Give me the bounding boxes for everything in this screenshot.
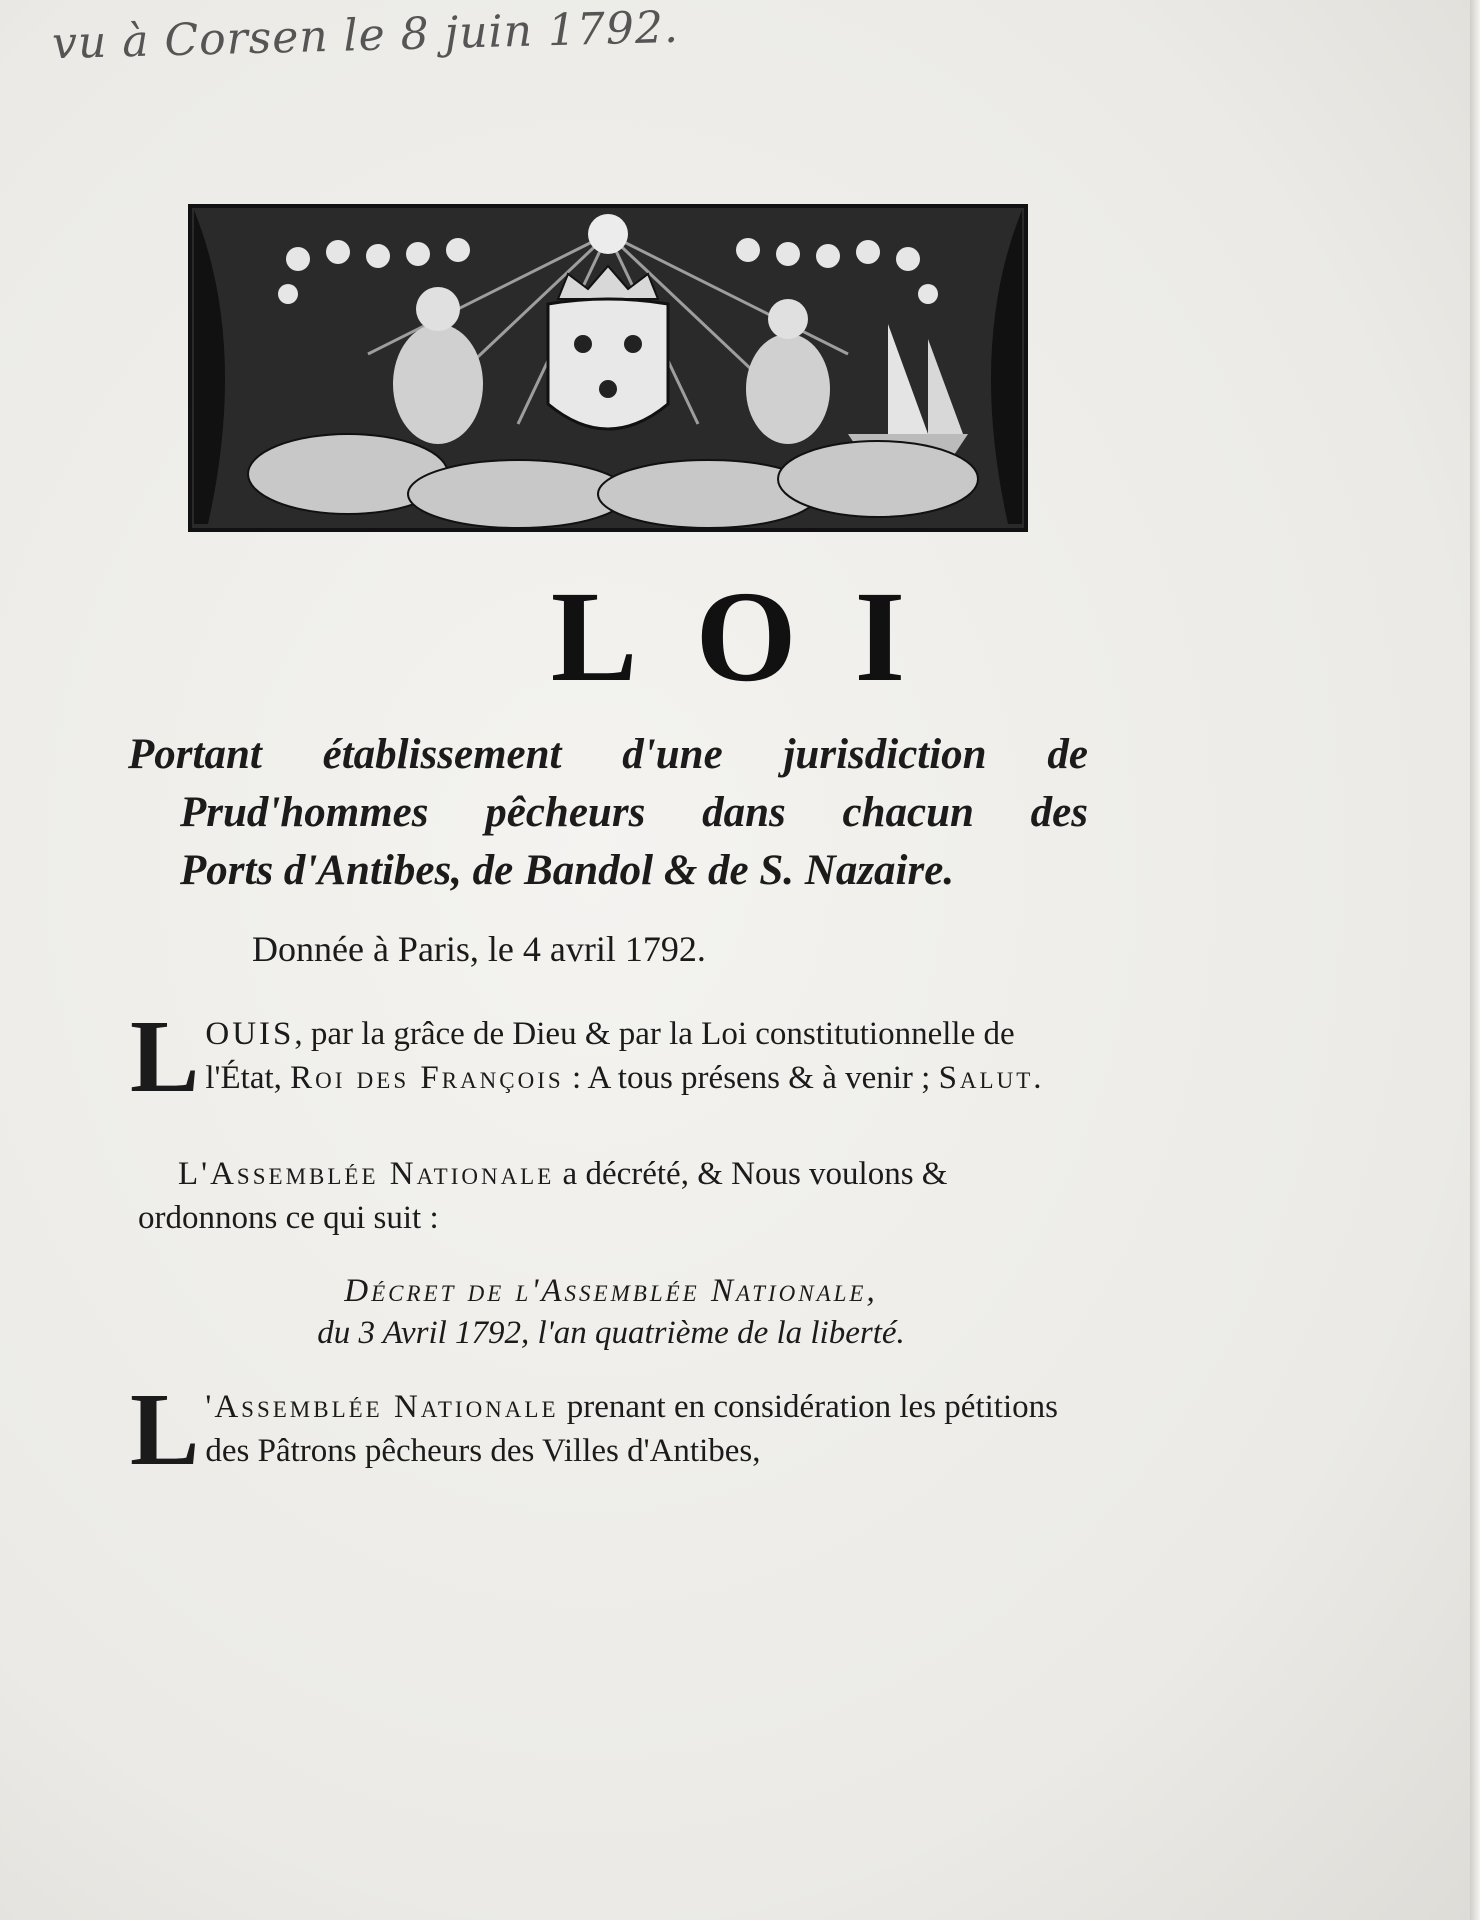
roi-caps: Roi des François <box>290 1060 564 1096</box>
paragraph-louis <box>130 999 1084 1114</box>
louis-caps: OUIS <box>205 1016 295 1052</box>
salut-caps: Salut. <box>938 1060 1045 1096</box>
decret-text: prenant en considération les pétitions des Pâtrons pêcheurs des Villes d'Antibes, <box>205 1389 1058 1469</box>
assemblee-text: a décrété, & Nous voulons & ordonnons ce qui suit : <box>138 1156 948 1236</box>
woodcut-vignette <box>188 204 1028 532</box>
drop-cap: L <box>130 1372 200 1487</box>
assemblee-caps: L'Assemblée Nationale <box>178 1156 555 1192</box>
paragraph-decret <box>130 1372 1084 1487</box>
drop-cap: L <box>130 999 200 1114</box>
decret-heading <box>138 1270 1084 1354</box>
subtitle-line-3: Ports d'Antibes, de Bandol & de S. Nazaire. <box>180 847 955 894</box>
decret-date: du 3 Avril 1792, l'an quatrième de la liberté. <box>317 1315 905 1351</box>
louis-text-1: , par la grâce de Dieu & par la Loi constitutionnelle de l'État, <box>205 1016 1015 1096</box>
date-line: Donnée à Paris, le 4 avril 1792. <box>252 929 706 969</box>
handwritten-note: vu à Corsen le 8 juin 1792. <box>51 1 680 70</box>
decret-caps: 'Assemblée Nationale <box>205 1389 559 1425</box>
subtitle-line-2: Prud'hommes pêcheurs dans chacun des <box>180 789 1088 836</box>
document-subtitle <box>128 726 1088 900</box>
subtitle-line-1: Portant établissement d'une jurisdiction de <box>128 731 1088 778</box>
paragraph-assemblee <box>138 1152 1084 1240</box>
page-edge <box>1470 0 1480 1920</box>
louis-text-2: : A tous présens & à venir ; <box>563 1060 939 1096</box>
document-title: LOI <box>550 565 964 709</box>
decret-title: Décret de l'Assemblée Nationale, <box>344 1273 878 1309</box>
